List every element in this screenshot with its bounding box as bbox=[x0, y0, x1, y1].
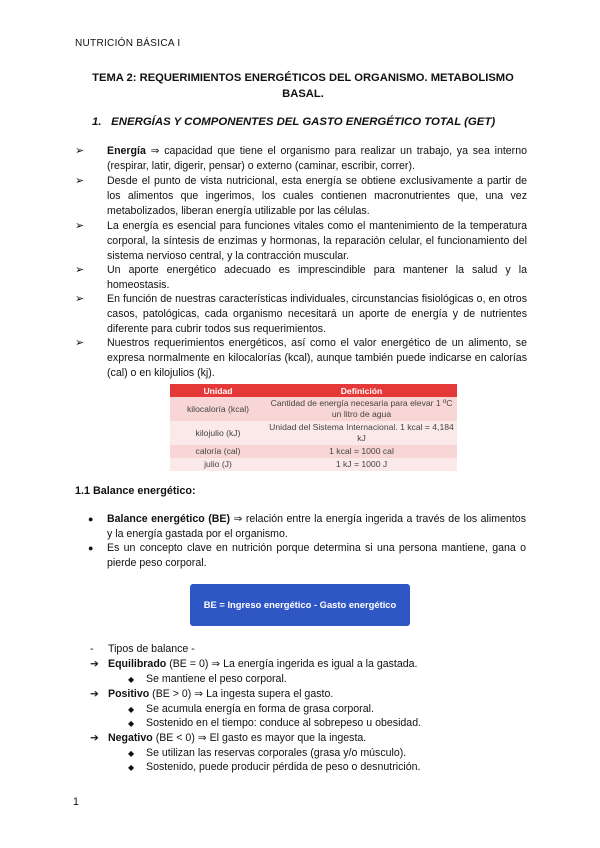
arrow-marker-icon: ➢ bbox=[75, 264, 85, 276]
balance-type-name: Positivo bbox=[108, 688, 150, 700]
arrow-point bbox=[75, 336, 527, 381]
table-header-cell: Unidad bbox=[170, 384, 266, 397]
section-1-heading bbox=[92, 116, 495, 128]
table-cell: caloría (cal) bbox=[170, 445, 266, 458]
bullet-text: ⇒ relación entre la energía ingerida a través de los alimentos y la energía gastada por el organismo. bbox=[107, 513, 526, 540]
dash-marker: - bbox=[90, 643, 94, 655]
arrow-right-icon: ➔ bbox=[90, 688, 99, 700]
arrow-point bbox=[75, 144, 527, 174]
balance-sub-text: Sostenido, puede producir pérdida de peso o desnutrición. bbox=[146, 761, 421, 773]
table-cell: 1 kcal = 1000 cal bbox=[266, 445, 457, 458]
bullet-point bbox=[88, 512, 526, 542]
balance-sub-item bbox=[128, 760, 420, 775]
bullet-icon: ● bbox=[88, 514, 94, 524]
balance-type-condition: (BE > 0) ⇒ La ingesta supera el gasto. bbox=[149, 688, 334, 700]
point-text: Nuestros requerimientos energéticos, así como el valor energético de un alimento, se expresa normalmente en kilocalorías (kcal), aunque también puede indicarse en calorías (cal) o en kilojulios (kj). bbox=[107, 337, 527, 379]
table-header-cell: Definición bbox=[266, 384, 457, 397]
table-row bbox=[170, 421, 457, 445]
balance-sub-text: Se utilizan las reservas corporales (grasa y/o músculo). bbox=[146, 747, 407, 759]
balance-type-positivo bbox=[90, 687, 333, 702]
point-text: Desde el punto de vista nutricional, esta energía se obtiene exclusivamente a partir de los alimentos que ingerimos, los cuales contienen macronutrientes que, una vez metabolizados, liberan energía utilizable por las células. bbox=[107, 175, 527, 217]
table-cell: kilocaloría (kcal) bbox=[170, 397, 266, 421]
table-cell: kilojulio (kJ) bbox=[170, 421, 266, 445]
bullet-text: Es un concepto clave en nutrición porque determina si una persona mantiene, gana o pierde peso corporal. bbox=[107, 542, 526, 569]
point-text: En función de nuestras características individuales, circunstancias fisiológicas o, en otros casos, patológicas, cada organismo necesitará un aporte de energía y de nutrientes diferente para cubrir todos sus requerimientos. bbox=[107, 293, 527, 335]
arrow-marker-icon: ➢ bbox=[75, 293, 85, 305]
table-cell: Cantidad de energía necesaria para elevar 1 ºC un litro de agua bbox=[266, 397, 457, 421]
arrow-right-icon: ➔ bbox=[90, 658, 99, 670]
section-1-title: ENERGÍAS Y COMPONENTES DEL GASTO ENERGÉTICO TOTAL (GET) bbox=[111, 116, 496, 128]
balance-sub-text: Se mantiene el peso corporal. bbox=[146, 673, 287, 685]
point-text: ⇒ capacidad que tiene el organismo para realizar un trabajo, ya sea interno (respirar, latir, digerir, pensar) o externo (caminar, escribir, correr). bbox=[107, 145, 527, 172]
point-text: La energía es esencial para funciones vitales como el mantenimiento de la temperatura corporal, la síntesis de enzimas y hormonas, la reparación celular, el funcionamiento del sistema nervioso central, y la contracción muscular. bbox=[107, 220, 527, 262]
balance-type-negativo bbox=[90, 731, 366, 746]
section-1-1-heading: 1.1 Balance energético: bbox=[75, 485, 196, 497]
diamond-bullet-icon: ◆ bbox=[128, 705, 135, 714]
balance-intro-text: Tipos de balance - bbox=[108, 643, 195, 655]
balance-type-name: Negativo bbox=[108, 732, 153, 744]
page-number: 1 bbox=[73, 796, 79, 808]
point-bold: Energía bbox=[107, 145, 146, 157]
balance-formula-box: BE = Ingreso energético - Gasto energético bbox=[190, 584, 410, 626]
point-text: Un aporte energético adecuado es imprescindible para mantener la salud y la homeostasis. bbox=[107, 264, 527, 291]
arrow-point bbox=[75, 263, 527, 293]
balance-sub-item bbox=[128, 672, 287, 687]
bullet-point bbox=[88, 541, 526, 571]
balance-type-name: Equilibrado bbox=[108, 658, 167, 670]
diamond-bullet-icon: ◆ bbox=[128, 749, 135, 758]
table-row bbox=[170, 397, 457, 421]
section-1-number: 1. bbox=[92, 116, 102, 128]
arrow-marker-icon: ➢ bbox=[75, 145, 85, 157]
arrow-point bbox=[75, 174, 527, 219]
balance-type-condition: (BE < 0) ⇒ El gasto es mayor que la ingesta. bbox=[152, 732, 367, 744]
diamond-bullet-icon: ◆ bbox=[128, 719, 135, 728]
arrow-marker-icon: ➢ bbox=[75, 220, 85, 232]
balance-sub-text: Se acumula energía en forma de grasa corporal. bbox=[146, 703, 374, 715]
diamond-bullet-icon: ◆ bbox=[128, 763, 135, 772]
arrow-point bbox=[75, 292, 527, 337]
running-header: NUTRICIÓN BÁSICA I bbox=[75, 38, 181, 49]
table-cell: julio (J) bbox=[170, 458, 266, 471]
page-title: TEMA 2: REQUERIMIENTOS ENERGÉTICOS DEL ORGANISMO. METABOLISMO BASAL. bbox=[92, 72, 514, 100]
bullet-icon: ● bbox=[88, 543, 94, 553]
arrow-point bbox=[75, 219, 527, 264]
bullet-bold: Balance energético (BE) bbox=[107, 513, 230, 525]
table-row bbox=[170, 458, 457, 471]
table-row bbox=[170, 445, 457, 458]
table-cell: 1 kJ = 1000 J bbox=[266, 458, 457, 471]
diamond-bullet-icon: ◆ bbox=[128, 675, 135, 684]
arrow-marker-icon: ➢ bbox=[75, 175, 85, 187]
balance-type-condition: (BE = 0) ⇒ La energía ingerida es igual a la gastada. bbox=[166, 658, 418, 670]
balance-sub-item bbox=[128, 702, 374, 717]
table-header-row bbox=[170, 384, 457, 397]
balance-type-equilibrado bbox=[90, 657, 418, 672]
balance-types-intro bbox=[90, 642, 195, 657]
table-cell: Unidad del Sistema Internacional. 1 kcal = 4,184 kJ bbox=[266, 421, 457, 445]
balance-sub-item bbox=[128, 746, 406, 761]
arrow-right-icon: ➔ bbox=[90, 732, 99, 744]
balance-sub-item bbox=[128, 716, 421, 731]
balance-sub-text: Sostenido en el tiempo: conduce al sobrepeso u obesidad. bbox=[146, 717, 422, 729]
units-table bbox=[170, 384, 457, 471]
arrow-marker-icon: ➢ bbox=[75, 337, 85, 349]
